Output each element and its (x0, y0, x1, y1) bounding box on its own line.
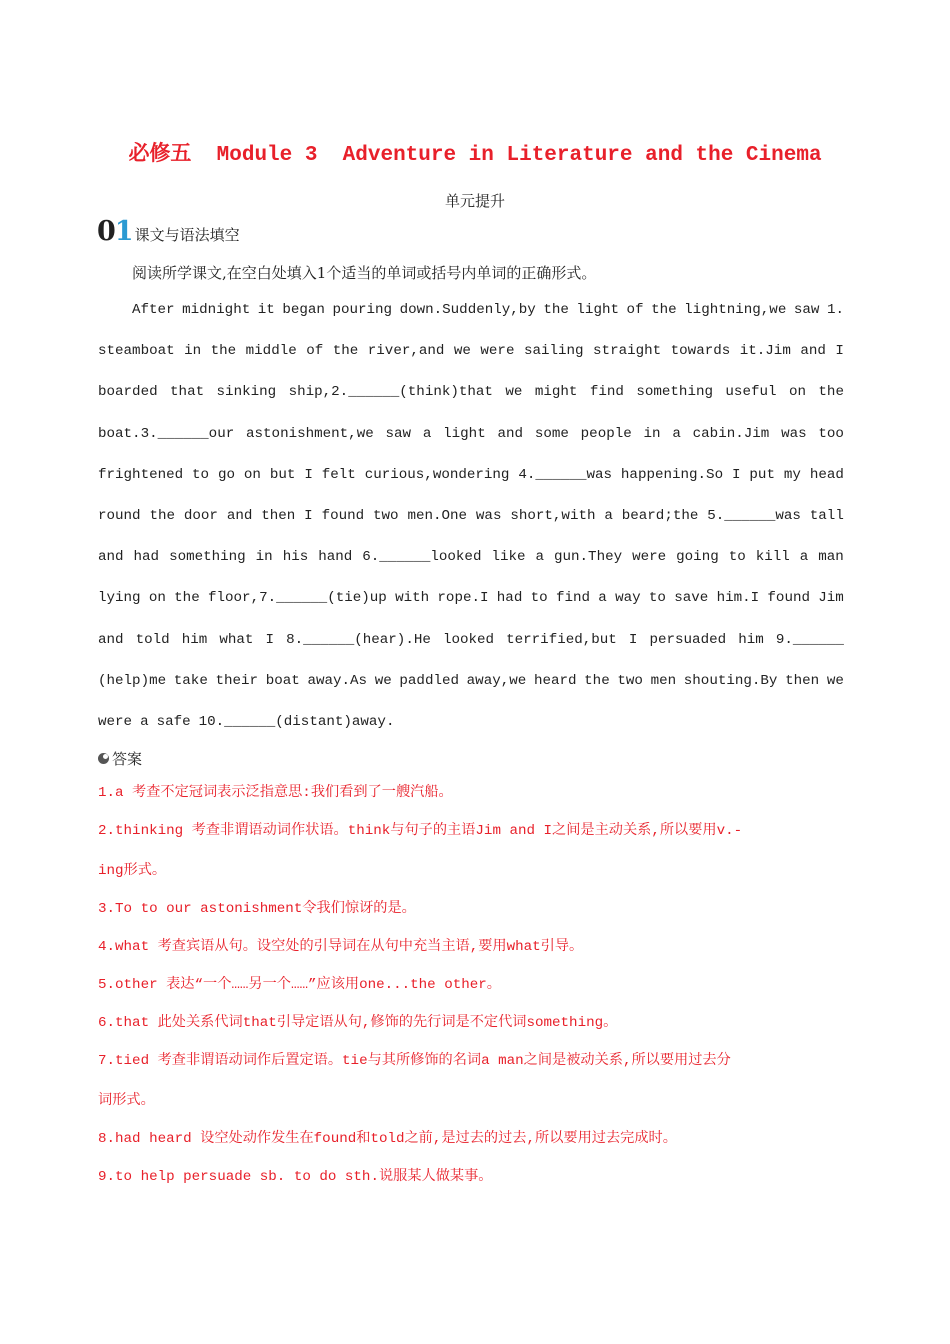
passage-word: persuaded (649, 631, 727, 648)
passage-word: the (818, 384, 844, 401)
passage-word: we (505, 384, 523, 401)
passage-word: was (475, 507, 502, 524)
passage-word: and (98, 631, 124, 648)
passage-word: towards (670, 343, 731, 360)
passage-word: sailing (523, 343, 584, 360)
passage-word: might (534, 384, 578, 401)
passage-word: on (243, 466, 261, 483)
passage-word: happening.So (620, 466, 724, 483)
passage-word: like (491, 549, 526, 566)
passage-word: short,with (510, 507, 596, 524)
passage-word: curious,wondering (364, 466, 510, 483)
passage-word: floor,7.______(tie)up (208, 590, 387, 607)
passage-word: rope.I (437, 590, 489, 607)
passage-word: I (304, 507, 313, 524)
passage-word: shouting.By (683, 672, 778, 689)
section-heading (97, 216, 240, 247)
passage-word: sinking (216, 384, 277, 401)
passage-line (98, 500, 844, 541)
passage-word: their (215, 672, 259, 689)
passage-word: the (584, 672, 610, 689)
passage-word: man (818, 549, 844, 566)
passage-word: it.Jim (739, 343, 791, 360)
passage-word: away.As (307, 672, 368, 689)
passage-word: the (149, 507, 175, 524)
passage-word: light (576, 302, 619, 318)
passage-word: save (674, 590, 709, 607)
answer-line: 6.that 此处关系代词that引导定语从句,修饰的先行词是不定代词something。 (98, 1015, 618, 1031)
passage-word: a (799, 549, 809, 566)
passage-word: the (210, 343, 237, 360)
passage-word: to (648, 590, 666, 607)
passage-word: go (217, 466, 236, 483)
passage-word: my (783, 466, 801, 483)
passage-word: find (555, 590, 590, 607)
instruction-text: 阅读所学课文,在空白处填入1个适当的单词或括号内单词的正确形式。 (132, 264, 597, 282)
passage-word: something (636, 384, 713, 401)
page-subtitle: 单元提升 (444, 192, 505, 210)
passage-word: then (261, 507, 296, 524)
passage-word: the (332, 343, 359, 360)
passage-word: in (255, 549, 273, 566)
passage-word: two (373, 507, 399, 524)
section-number (97, 216, 133, 247)
passage-word: some (534, 425, 569, 442)
passage-word: the (174, 590, 200, 607)
passage-word: I (265, 631, 275, 648)
passage-word: straight (593, 343, 662, 360)
passage-word: steamboat (98, 343, 175, 360)
section-label: 课文与语法填空 (134, 226, 240, 244)
passage-word: midnight (182, 302, 251, 318)
answer-line: 5.other 表达“一个……另一个……”应该用one...the other。 (98, 977, 501, 993)
passage-word: 9.______ (775, 631, 844, 648)
passage-word: and (98, 549, 124, 566)
passage-line (98, 335, 844, 376)
passage-word: what (219, 631, 254, 648)
passage-word: a (672, 425, 681, 442)
passage-word: find (589, 384, 624, 401)
passage-word: on (788, 384, 806, 401)
passage-word: round (98, 507, 141, 524)
passage-word: boat.3.______our (98, 425, 235, 442)
answer-line: 词形式。 (98, 1093, 155, 1109)
passage-word: tall (809, 507, 844, 524)
passage-word: hand (318, 549, 353, 566)
passage-word: had (496, 590, 523, 607)
passage-word: were (98, 713, 133, 730)
passage-word: saw (385, 425, 412, 442)
passage-word: terrified,but (506, 631, 617, 648)
passage-line (98, 294, 844, 335)
passage-word: way (615, 590, 641, 607)
passage-word: men.One (407, 507, 468, 524)
passage-word: the (651, 302, 677, 318)
passage (98, 294, 844, 747)
passage-word: 8.______(hear).He (286, 631, 431, 648)
passage-word: of (306, 343, 324, 360)
answers-heading (98, 748, 142, 769)
passage-word: light (443, 425, 486, 442)
passage-word: in (643, 425, 661, 442)
passage-word: in (184, 343, 202, 360)
passage-word: found (321, 507, 365, 524)
passage-word: and (800, 343, 826, 360)
answer-list (98, 781, 858, 1203)
passage-word: 1. (826, 302, 844, 318)
passage-word: I (304, 466, 313, 483)
passage-word: I (732, 466, 741, 483)
passage-word: we (826, 672, 844, 689)
passage-line (98, 706, 844, 747)
passage-word: were (632, 549, 667, 566)
passage-word: looked (442, 631, 495, 648)
passage-word: him.I (716, 590, 760, 607)
passage-line (98, 541, 844, 582)
passage-line (98, 459, 844, 500)
passage-word: pouring (332, 302, 393, 318)
passage-word: felt (321, 466, 356, 483)
passage-word: and (497, 425, 524, 442)
passage-word: I (835, 343, 844, 360)
passage-word: the (543, 302, 569, 318)
passage-word: then (785, 672, 820, 689)
passage-word: him (181, 631, 208, 648)
passage-word: heard (533, 672, 577, 689)
passage-word: Jim (818, 590, 844, 607)
passage-word: take (173, 672, 208, 689)
passage-word: we (453, 343, 471, 360)
passage-line (98, 582, 844, 623)
passage-word: After (132, 302, 175, 318)
passage-word: two (617, 672, 643, 689)
passage-word: going (676, 549, 719, 566)
passage-word: found (767, 590, 810, 607)
passage-word: with (395, 590, 430, 607)
passage-word: that (170, 384, 205, 401)
passage-word: (help)me (98, 672, 167, 689)
passage-word: told (135, 631, 170, 648)
passage-word: on (148, 590, 166, 607)
answer-line: 3.To to our astonishment令我们惊讶的是。 (98, 901, 416, 917)
passage-word: something (169, 549, 246, 566)
answer-line: 4.what 考查宾语从句。设空处的引导词在从句中充当主语,要用what引导。 (98, 939, 584, 955)
passage-word: began (282, 302, 325, 318)
passage-word: middle (245, 343, 297, 360)
passage-word: 6.______looked (362, 549, 482, 566)
answer-line: ing形式。 (98, 863, 167, 879)
passage-word: of (626, 302, 644, 318)
passage-word: boarded (98, 384, 158, 401)
passage-word: to (728, 549, 746, 566)
passage-word: to (192, 466, 210, 483)
passage-word: a (422, 425, 432, 442)
passage-word: frightened (98, 466, 184, 483)
passage-word: astonishment,we (246, 425, 374, 442)
passage-word: beard;the (621, 507, 699, 524)
passage-word: down.Suddenly,by (399, 302, 536, 318)
passage-word: cabin.Jim (692, 425, 770, 442)
passage-word: people (580, 425, 632, 442)
passage-word: him (738, 631, 764, 648)
passage-word: useful (725, 384, 777, 401)
answer-line: 7.tied 考查非谓语动词作后置定语。tie与其所修饰的名词a man之间是被动关系,所以要用过去分 (98, 1053, 731, 1069)
answer-line: 1.a 考查不定冠词表示泛指意思:我们看到了一艘汽船。 (98, 785, 453, 801)
passage-line (98, 418, 844, 459)
section-number-one: 1 (114, 216, 133, 247)
passage-word: to (530, 590, 548, 607)
passage-word: boat (265, 672, 300, 689)
passage-word: it (257, 302, 275, 318)
passage-word: a (535, 549, 545, 566)
passage-line (98, 665, 844, 706)
passage-word: away,we (466, 672, 527, 689)
passage-word: had (133, 549, 160, 566)
passage-word: 5.______was (707, 507, 801, 524)
passage-line (98, 624, 844, 665)
passage-word: a (598, 590, 607, 607)
passage-word: paddled (399, 672, 460, 689)
passage-word: 10.______(distant)away. (198, 713, 395, 730)
passage-word: were (480, 343, 515, 360)
passage-word: 4.______was (518, 466, 613, 483)
passage-word: a (604, 507, 613, 524)
page-title: 必修五 Module 3 Adventure in Literature and the Cinema (128, 144, 822, 167)
passage-word: kill (755, 549, 790, 566)
passage-word: men (650, 672, 677, 689)
answer-line: 2.thinking 考查非谓语动词作状语。think与句子的主语Jim and I之间是主动关系,所以要用v.- (98, 823, 743, 839)
answer-icon (98, 753, 109, 764)
passage-word: and (226, 507, 253, 524)
answer-line: 8.had heard 设空处动作发生在found和told之前,是过去的过去,所以要用过去完成时。 (98, 1131, 677, 1147)
passage-word: saw (793, 302, 820, 318)
passage-word: a (140, 713, 149, 730)
passage-word: his (282, 549, 309, 566)
passage-word: put (749, 466, 775, 483)
passage-word: lying (98, 590, 141, 607)
passage-line (98, 376, 844, 417)
passage-word: too (818, 425, 844, 442)
passage-word: head (809, 466, 844, 483)
passage-word: was (781, 425, 807, 442)
passage-word: safe (156, 713, 191, 730)
passage-word: door (183, 507, 218, 524)
passage-word: gun.They (554, 549, 623, 566)
passage-word: I (628, 631, 638, 648)
section-number-zero: 0 (97, 216, 115, 247)
passage-word: river,and (367, 343, 445, 360)
passage-word: lightning,we (684, 302, 787, 318)
passage-word: but (269, 466, 296, 483)
passage-word: we (374, 672, 392, 689)
passage-word: ship,2.______(think)that (288, 384, 493, 401)
answers-label: 答案 (112, 750, 143, 768)
answer-line: 9.to help persuade sb. to do sth.说服某人做某事。 (98, 1169, 493, 1185)
